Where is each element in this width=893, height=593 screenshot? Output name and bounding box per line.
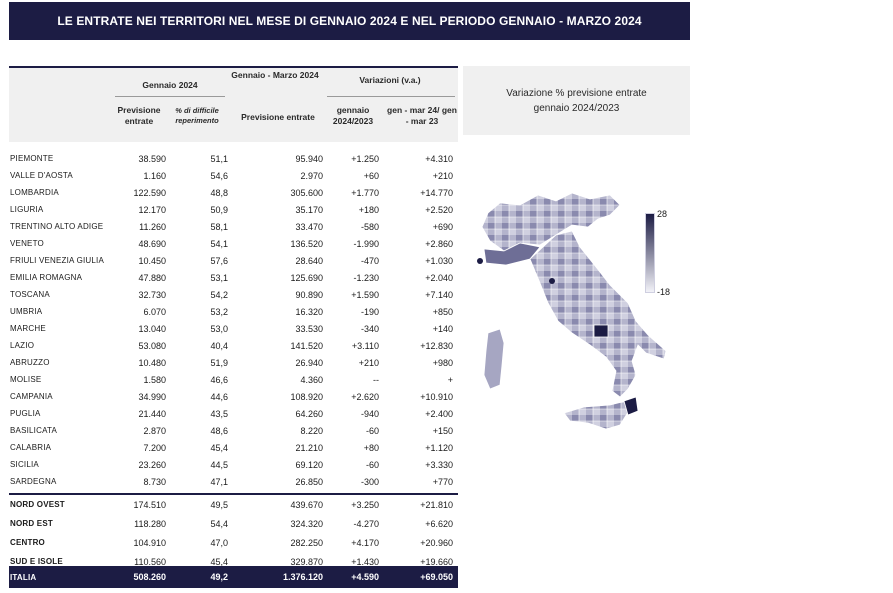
previsione-value: 32.730 bbox=[138, 289, 166, 300]
previsione-gm-value: 125.690 bbox=[290, 272, 323, 283]
var-periodo-value: +21.810 bbox=[420, 499, 453, 510]
difficile-value: 45,4 bbox=[210, 442, 228, 453]
previsione-value: 12.170 bbox=[138, 204, 166, 215]
var-gennaio-value: -60 bbox=[365, 425, 379, 436]
difficile-value: 54,4 bbox=[210, 518, 228, 529]
previsione-value: 2.870 bbox=[143, 425, 166, 436]
var-gennaio-value: -940 bbox=[360, 408, 379, 419]
region-name: LIGURIA bbox=[10, 205, 44, 214]
map-sardinia bbox=[484, 329, 504, 389]
previsione-gm-value: 69.120 bbox=[295, 459, 323, 470]
region-name: MOLISE bbox=[10, 375, 42, 384]
region-name: MARCHE bbox=[10, 324, 46, 333]
difficile-value: 45,4 bbox=[210, 556, 228, 567]
previsione-value: 110.560 bbox=[134, 556, 166, 567]
table-header bbox=[9, 66, 458, 142]
map-legend-scale bbox=[645, 213, 655, 293]
previsione-gm-value: 28.640 bbox=[295, 255, 323, 266]
previsione-value: 53.080 bbox=[138, 340, 166, 351]
header-rule bbox=[115, 96, 225, 97]
difficile-value: 50,9 bbox=[210, 204, 228, 215]
total-cells bbox=[9, 569, 458, 586]
difficile-value: 54,6 bbox=[210, 170, 228, 181]
entrate-table bbox=[9, 66, 458, 571]
previsione-value: 104.910 bbox=[133, 537, 166, 548]
var-periodo-value: +2.520 bbox=[425, 204, 453, 215]
region-name: CENTRO bbox=[10, 538, 45, 547]
page-title-banner bbox=[9, 2, 690, 40]
previsione-gm-value: 33.470 bbox=[295, 221, 323, 232]
table-row bbox=[9, 337, 458, 354]
difficile-value: 40,4 bbox=[210, 340, 228, 351]
table-row bbox=[9, 218, 458, 235]
region-name: LAZIO bbox=[10, 341, 35, 350]
map-title: Variazione % previsione entrate gennaio 2024/2023 bbox=[506, 87, 647, 114]
table-row bbox=[9, 235, 458, 252]
var-gennaio-value: +3.250 bbox=[351, 499, 379, 510]
previsione-value: 10.450 bbox=[138, 255, 166, 266]
previsione-gm-value: 21.210 bbox=[295, 442, 323, 453]
difficile-value: 53,0 bbox=[210, 323, 228, 334]
difficile-value: 44,5 bbox=[210, 459, 228, 470]
legend-min-label: -18 bbox=[657, 287, 671, 297]
var-gennaio-value: +80 bbox=[363, 442, 379, 453]
region-rows bbox=[9, 150, 458, 490]
previsione-value: 38.590 bbox=[138, 153, 166, 164]
previsione-gm-value: 95.940 bbox=[295, 153, 323, 164]
previsione-value: 34.990 bbox=[138, 391, 166, 402]
var-periodo-value: +19.660 bbox=[420, 556, 453, 567]
previsione-value: 10.480 bbox=[138, 357, 166, 368]
table-row bbox=[9, 473, 458, 490]
var-periodo-value: +3.330 bbox=[425, 459, 453, 470]
previsione-value: 1.580 bbox=[143, 374, 166, 385]
var-gennaio-value: +3.110 bbox=[351, 340, 379, 351]
table-row bbox=[9, 303, 458, 320]
previsione-value: 47.880 bbox=[138, 272, 166, 283]
var-gennaio-value: -190 bbox=[360, 306, 379, 317]
previsione-gm-value: 282.250 bbox=[290, 537, 323, 548]
var-periodo-value: +1.120 bbox=[425, 442, 453, 453]
previsione-value: 122.590 bbox=[133, 187, 166, 198]
var-periodo-value: +1.030 bbox=[425, 255, 453, 266]
var-periodo-value: +7.140 bbox=[425, 289, 453, 300]
table-row bbox=[9, 388, 458, 405]
previsione-gm-value: 26.850 bbox=[295, 476, 323, 487]
map-dot bbox=[477, 258, 483, 264]
header-gennaio-marzo: Gennaio - Marzo 2024 bbox=[231, 70, 319, 80]
difficile-value: 46,6 bbox=[210, 374, 228, 385]
region-name: NORD EST bbox=[10, 519, 53, 528]
difficile-value: 49,2 bbox=[210, 572, 228, 582]
var-gennaio-value: -580 bbox=[360, 221, 379, 232]
region-name: PIEMONTE bbox=[10, 154, 54, 163]
difficile-value: 48,6 bbox=[210, 425, 228, 436]
var-gennaio-value: -1.230 bbox=[353, 272, 379, 283]
var-gennaio-value: +180 bbox=[358, 204, 379, 215]
header-difficile: % di difficile reperimento bbox=[175, 106, 219, 126]
var-gennaio-value: -1.990 bbox=[353, 238, 379, 249]
var-periodo-value: +2.400 bbox=[425, 408, 453, 419]
var-periodo-value: +850 bbox=[432, 306, 453, 317]
region-name: ABRUZZO bbox=[10, 358, 50, 367]
table-row bbox=[9, 286, 458, 303]
var-gennaio-value: -340 bbox=[360, 323, 379, 334]
previsione-gm-value: 324.320 bbox=[290, 518, 323, 529]
table-row bbox=[9, 422, 458, 439]
var-gennaio-value: +60 bbox=[363, 170, 379, 181]
difficile-value: 49,5 bbox=[210, 499, 228, 510]
previsione-value: 21.440 bbox=[138, 408, 166, 419]
difficile-value: 54,1 bbox=[210, 238, 228, 249]
previsione-gm-value: 439.670 bbox=[290, 499, 323, 510]
var-periodo-value: +2.860 bbox=[425, 238, 453, 249]
header-variazioni: Variazioni (v.a.) bbox=[359, 75, 421, 85]
region-name: PUGLIA bbox=[10, 409, 41, 418]
var-gennaio-value: +1.590 bbox=[351, 289, 379, 300]
table-row bbox=[9, 252, 458, 269]
var-periodo-value: +140 bbox=[432, 323, 453, 334]
difficile-value: 51,1 bbox=[210, 153, 228, 164]
previsione-gm-value: 141.520 bbox=[290, 340, 323, 351]
map-dot bbox=[549, 278, 555, 284]
var-periodo-value: +20.960 bbox=[420, 537, 453, 548]
difficile-value: 58,1 bbox=[210, 221, 228, 232]
region-name: SUD E ISOLE bbox=[10, 557, 63, 566]
table-row bbox=[9, 184, 458, 201]
region-name: FRIULI VENEZIA GIULIA bbox=[10, 256, 105, 265]
var-gennaio-value: -- bbox=[373, 374, 379, 385]
header-var-gennaio: gennaio 2024/2023 bbox=[332, 105, 374, 127]
previsione-value: 6.070 bbox=[143, 306, 166, 317]
legend-max-label: 28 bbox=[657, 209, 668, 219]
region-name: TRENTINO ALTO ADIGE bbox=[10, 222, 104, 231]
var-periodo-value: +150 bbox=[432, 425, 453, 436]
var-periodo-value: +2.040 bbox=[425, 272, 453, 283]
var-gennaio-value: +1.430 bbox=[351, 556, 379, 567]
table-row bbox=[9, 371, 458, 388]
table-row-area bbox=[9, 533, 458, 552]
header-gennaio-2024: Gennaio 2024 bbox=[142, 80, 198, 90]
var-periodo-value: +4.310 bbox=[425, 153, 453, 164]
var-periodo-value: + bbox=[447, 374, 453, 385]
region-name: CALABRIA bbox=[10, 443, 52, 452]
map-sicily bbox=[564, 397, 638, 429]
difficile-value: 53,1 bbox=[210, 272, 228, 283]
var-periodo-value: +10.910 bbox=[420, 391, 453, 402]
table-row bbox=[9, 269, 458, 286]
var-periodo-value: +6.620 bbox=[425, 518, 453, 529]
var-periodo-value: +770 bbox=[432, 476, 453, 487]
page-title: LE ENTRATE NEI TERRITORI NEL MESE DI GENNAIO 2024 E NEL PERIODO GENNAIO - MARZO 2024 bbox=[57, 14, 642, 28]
region-name: SICILIA bbox=[10, 460, 39, 469]
region-name: VENETO bbox=[10, 239, 44, 248]
previsione-value: 8.730 bbox=[143, 476, 166, 487]
difficile-value: 47,0 bbox=[210, 537, 228, 548]
region-name: VALLE D'AOSTA bbox=[10, 171, 73, 180]
region-name: ITALIA bbox=[10, 572, 37, 582]
table-row bbox=[9, 201, 458, 218]
var-gennaio-value: -60 bbox=[365, 459, 379, 470]
difficile-value: 51,9 bbox=[210, 357, 228, 368]
difficile-value: 53,2 bbox=[210, 306, 228, 317]
previsione-value: 118.280 bbox=[134, 518, 166, 529]
table-row bbox=[9, 405, 458, 422]
var-gennaio-value: +1.770 bbox=[351, 187, 379, 198]
var-periodo-value: +12.830 bbox=[420, 340, 453, 351]
previsione-value: 13.040 bbox=[138, 323, 166, 334]
region-name: LOMBARDIA bbox=[10, 188, 59, 197]
var-periodo-value: +14.770 bbox=[420, 187, 453, 198]
region-name: UMBRIA bbox=[10, 307, 43, 316]
previsione-gm-value: 329.870 bbox=[290, 556, 323, 567]
var-gennaio-value: -470 bbox=[360, 255, 379, 266]
var-periodo-value: +69.050 bbox=[420, 572, 453, 582]
var-gennaio-value: +4.590 bbox=[351, 572, 379, 582]
difficile-value: 48,8 bbox=[210, 187, 228, 198]
header-var-periodo: gen - mar 24/ gen - mar 23 bbox=[387, 105, 457, 127]
var-gennaio-value: +1.250 bbox=[351, 153, 379, 164]
previsione-value: 11.260 bbox=[139, 221, 166, 232]
map-title-box bbox=[463, 66, 690, 135]
previsione-gm-value: 1.376.120 bbox=[282, 572, 323, 582]
map-highlight-region bbox=[594, 325, 608, 337]
var-gennaio-value: +210 bbox=[358, 357, 379, 368]
var-gennaio-value: +2.620 bbox=[351, 391, 379, 402]
var-gennaio-value: -300 bbox=[360, 476, 379, 487]
previsione-gm-value: 305.600 bbox=[290, 187, 323, 198]
table-row-area bbox=[9, 495, 458, 514]
region-name: CAMPANIA bbox=[10, 392, 53, 401]
region-name: SARDEGNA bbox=[10, 477, 57, 486]
area-rows bbox=[9, 495, 458, 571]
var-periodo-value: +210 bbox=[432, 170, 453, 181]
difficile-value: 57,6 bbox=[210, 255, 228, 266]
header-previsione: Previsione entrate bbox=[117, 105, 161, 127]
previsione-gm-value: 35.170 bbox=[295, 204, 323, 215]
var-periodo-value: +690 bbox=[432, 221, 453, 232]
previsione-gm-value: 90.890 bbox=[295, 289, 323, 300]
previsione-value: 174.510 bbox=[133, 499, 166, 510]
previsione-value: 23.260 bbox=[138, 459, 166, 470]
var-gennaio-value: +4.170 bbox=[351, 537, 379, 548]
difficile-value: 44,6 bbox=[210, 391, 228, 402]
total-row-italia bbox=[9, 566, 458, 588]
var-periodo-value: +980 bbox=[432, 357, 453, 368]
table-row bbox=[9, 439, 458, 456]
header-previsione-gm: Previsione entrate bbox=[241, 112, 315, 122]
difficile-value: 43,5 bbox=[210, 408, 228, 419]
previsione-gm-value: 26.940 bbox=[295, 357, 323, 368]
header-rule bbox=[327, 96, 455, 97]
previsione-gm-value: 136.520 bbox=[290, 238, 323, 249]
table-row bbox=[9, 150, 458, 167]
difficile-value: 54,2 bbox=[210, 289, 228, 300]
region-name: TOSCANA bbox=[10, 290, 50, 299]
previsione-value: 7.200 bbox=[143, 442, 166, 453]
previsione-value: 1.160 bbox=[143, 170, 166, 181]
region-name: EMILIA ROMAGNA bbox=[10, 273, 83, 282]
difficile-value: 47,1 bbox=[210, 476, 228, 487]
table-row bbox=[9, 456, 458, 473]
previsione-value: 48.690 bbox=[138, 238, 166, 249]
previsione-gm-value: 108.920 bbox=[290, 391, 323, 402]
previsione-gm-value: 33.530 bbox=[295, 323, 323, 334]
region-name: BASILICATA bbox=[10, 426, 58, 435]
previsione-value: 508.260 bbox=[133, 572, 166, 582]
table-row-area bbox=[9, 514, 458, 533]
table-row bbox=[9, 320, 458, 337]
previsione-gm-value: 8.220 bbox=[300, 425, 323, 436]
table-row bbox=[9, 354, 458, 371]
var-gennaio-value: -4.270 bbox=[353, 518, 379, 529]
previsione-gm-value: 64.260 bbox=[295, 408, 323, 419]
previsione-gm-value: 4.360 bbox=[300, 374, 323, 385]
previsione-gm-value: 16.320 bbox=[295, 306, 323, 317]
previsione-gm-value: 2.970 bbox=[300, 170, 323, 181]
region-name: NORD OVEST bbox=[10, 500, 65, 509]
table-row bbox=[9, 167, 458, 184]
